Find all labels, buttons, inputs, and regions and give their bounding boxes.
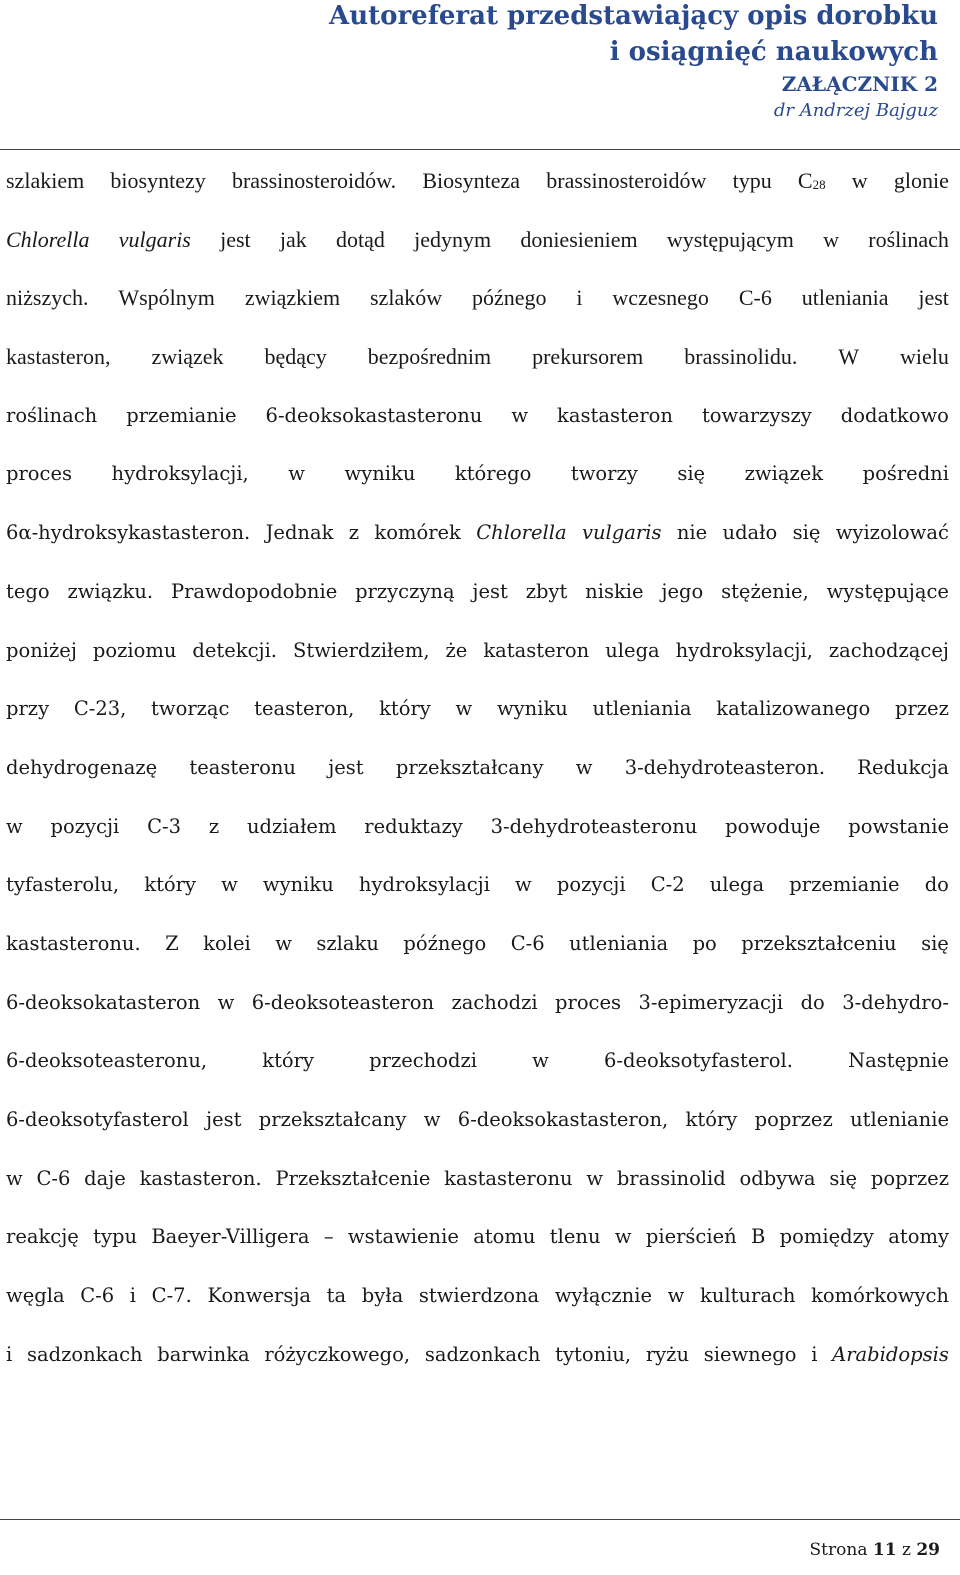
header-divider bbox=[0, 149, 960, 150]
text-line bbox=[6, 1046, 949, 1105]
word: utleniania bbox=[592, 697, 692, 721]
word: wyniku bbox=[496, 697, 568, 721]
word: że bbox=[445, 638, 468, 662]
word: się bbox=[677, 462, 706, 486]
word: ulega bbox=[605, 638, 660, 662]
word: i bbox=[811, 1342, 818, 1366]
word: i bbox=[129, 1284, 137, 1308]
document-title-line-2: i osiągnięć naukowych bbox=[609, 37, 938, 67]
word: stężenie, bbox=[721, 579, 809, 603]
word: utleniania bbox=[569, 931, 669, 955]
word: przemianie bbox=[789, 873, 900, 897]
word: utlenianie bbox=[850, 1108, 949, 1131]
text-line bbox=[6, 870, 949, 929]
word: 6-deoksoteasteronu, bbox=[6, 1049, 208, 1073]
word: w bbox=[586, 1166, 604, 1190]
word: Redukcja bbox=[857, 755, 949, 779]
word: 3-epimeryzacji bbox=[638, 990, 784, 1014]
text-line bbox=[6, 342, 949, 401]
text-line bbox=[6, 753, 949, 812]
word: w bbox=[221, 873, 238, 897]
word: reduktazy bbox=[364, 814, 463, 838]
word: vulgaris bbox=[581, 521, 662, 545]
word: który bbox=[685, 1108, 738, 1131]
word: w bbox=[532, 1049, 549, 1073]
word: Prawdopodobnie bbox=[170, 579, 338, 603]
word: poprzez bbox=[754, 1108, 833, 1131]
word: 6α-hydroksykastasteron. bbox=[6, 521, 251, 545]
word: niższych. bbox=[6, 285, 89, 311]
word: pozycji bbox=[50, 814, 120, 838]
word: zachodzącej bbox=[828, 638, 949, 662]
word: Stwierdziłem, bbox=[293, 638, 430, 662]
word: szlaku bbox=[316, 931, 379, 955]
word: przekształcany bbox=[395, 755, 544, 779]
word: 6-deoksoteasteron bbox=[251, 990, 435, 1014]
text-line bbox=[6, 694, 949, 753]
word: się bbox=[792, 521, 821, 545]
word: C-7. bbox=[151, 1284, 192, 1308]
word: Chlorella bbox=[476, 521, 567, 545]
text-line bbox=[6, 1105, 949, 1164]
document-title-line-1: Autoreferat przedstawiający opis dorobku bbox=[329, 1, 938, 31]
word: hydroksylacji, bbox=[111, 462, 249, 486]
word: typu bbox=[93, 1225, 138, 1249]
word: komórek bbox=[374, 521, 461, 545]
word: ulega bbox=[709, 873, 765, 897]
word: tlenu bbox=[549, 1225, 601, 1249]
word: w bbox=[851, 168, 868, 193]
word: zachodzi bbox=[451, 990, 538, 1014]
word: się bbox=[921, 931, 949, 955]
word: jest bbox=[206, 1108, 242, 1131]
word: jest bbox=[472, 579, 508, 603]
word: C-23, bbox=[73, 697, 127, 721]
word: wyizolować bbox=[835, 521, 949, 545]
page-separator: z bbox=[901, 1540, 911, 1560]
word: przyczyną bbox=[355, 579, 455, 603]
word: brassinosteroidów bbox=[546, 168, 707, 193]
word: odbywa bbox=[739, 1166, 816, 1190]
word: komórkowych bbox=[811, 1284, 949, 1308]
word: była bbox=[361, 1284, 404, 1308]
word: katalizowanego bbox=[716, 697, 871, 721]
word: związek bbox=[151, 344, 224, 370]
word: różyczkowego, bbox=[264, 1342, 411, 1366]
word: roślinach bbox=[868, 226, 949, 252]
word: poziomu bbox=[92, 638, 177, 662]
word: kastasteron. bbox=[139, 1166, 262, 1190]
page-current: 11 bbox=[872, 1540, 897, 1560]
text-line bbox=[6, 636, 949, 695]
word: w bbox=[511, 403, 529, 427]
word: kastasteronu bbox=[444, 1166, 573, 1190]
word: pośredni bbox=[862, 462, 949, 486]
page-footer bbox=[810, 1540, 940, 1560]
word: C-3 bbox=[147, 814, 181, 838]
word: B bbox=[751, 1225, 766, 1249]
footer-divider bbox=[0, 1519, 960, 1520]
word: C-6 bbox=[738, 285, 772, 311]
word: C-6 bbox=[36, 1166, 71, 1190]
word: C-6 bbox=[80, 1284, 115, 1308]
word: glonie bbox=[893, 168, 949, 193]
word: C-2 bbox=[650, 873, 685, 897]
word: w bbox=[667, 1284, 685, 1308]
word: proces bbox=[6, 462, 73, 486]
word: którego bbox=[454, 462, 532, 486]
word: stwierdzona bbox=[418, 1284, 540, 1308]
word: 3-dehydroteasteron. bbox=[624, 755, 826, 779]
word: który bbox=[144, 873, 196, 897]
text-line bbox=[6, 988, 949, 1047]
word: 6-deoksokastasteron, bbox=[457, 1108, 669, 1131]
word: będący bbox=[264, 344, 327, 370]
word: 6-deoksotyfasterol. bbox=[604, 1049, 793, 1073]
word: 3-dehydro- bbox=[842, 990, 949, 1014]
word: w bbox=[575, 755, 593, 779]
text-line bbox=[6, 812, 949, 871]
text-line bbox=[6, 401, 949, 460]
word: brassinolidu. bbox=[684, 344, 798, 370]
word: prekursorem bbox=[532, 344, 644, 370]
word: kastasteron bbox=[557, 403, 673, 427]
word: Chlorella bbox=[6, 226, 90, 252]
word: barwinka bbox=[157, 1342, 250, 1366]
word: kastasteronu. bbox=[6, 931, 141, 955]
word: daje bbox=[84, 1166, 126, 1190]
word: Baeyer-Villigera bbox=[151, 1225, 310, 1249]
word: W bbox=[838, 344, 860, 370]
word: szlaków bbox=[370, 285, 443, 311]
word: detekcji. bbox=[192, 638, 278, 662]
word: w bbox=[423, 1108, 441, 1131]
word: reakcję bbox=[6, 1225, 79, 1249]
word: w bbox=[6, 814, 23, 838]
word: brassinolid bbox=[616, 1166, 726, 1190]
word: jest bbox=[328, 755, 364, 779]
word: biosyntezy bbox=[110, 168, 206, 193]
word: w bbox=[823, 226, 840, 252]
word: Z bbox=[165, 931, 179, 955]
word: siewnego bbox=[703, 1342, 797, 1366]
word: jest bbox=[918, 285, 949, 311]
word: teasteron, bbox=[254, 697, 355, 721]
word: Jednak bbox=[265, 521, 334, 545]
word: ryżu bbox=[645, 1342, 689, 1366]
text-line bbox=[6, 929, 949, 988]
word: wyłącznie bbox=[554, 1284, 653, 1308]
word: się bbox=[829, 1166, 858, 1190]
word: 3-dehydroteasteronu bbox=[490, 814, 698, 838]
word: przy bbox=[6, 697, 50, 721]
word: związku. bbox=[67, 579, 154, 603]
word: $C_{28}$ bbox=[797, 168, 826, 193]
word: poniżej bbox=[6, 638, 77, 662]
word: w bbox=[6, 1166, 23, 1190]
text-line bbox=[6, 459, 949, 518]
word: z bbox=[348, 521, 360, 545]
word: związek bbox=[744, 462, 824, 486]
word: przekształceniu bbox=[741, 931, 897, 955]
word: dehydrogenazę bbox=[6, 755, 158, 779]
word: w bbox=[217, 990, 235, 1014]
word: występujące bbox=[826, 579, 949, 603]
word: zbyt bbox=[525, 579, 568, 603]
word: Biosynteza bbox=[422, 168, 521, 193]
word: późnego bbox=[471, 285, 547, 311]
word: typu bbox=[732, 168, 772, 193]
word: wczesnego bbox=[612, 285, 709, 311]
word: Arabidopsis bbox=[832, 1342, 949, 1366]
author-name: dr Andrzej Bajguz bbox=[773, 100, 938, 121]
word: przechodzi bbox=[369, 1049, 477, 1073]
word: związkiem bbox=[244, 285, 341, 311]
word: wstawienie bbox=[347, 1225, 459, 1249]
word: proces bbox=[555, 990, 622, 1014]
word: dodatkowo bbox=[840, 403, 949, 427]
word: C-6 bbox=[510, 931, 545, 955]
word: 6-deoksotyfasterol bbox=[6, 1108, 189, 1131]
page-total: 29 bbox=[916, 1540, 940, 1560]
word: późnego bbox=[403, 931, 487, 955]
word: kolei bbox=[203, 931, 251, 955]
word: atomy bbox=[888, 1225, 949, 1249]
text-line bbox=[6, 166, 949, 225]
text-line bbox=[6, 1222, 949, 1281]
word: kulturach bbox=[700, 1284, 796, 1308]
word: Przekształcenie bbox=[275, 1166, 431, 1190]
word: węgla bbox=[6, 1284, 65, 1308]
word: udało bbox=[722, 521, 778, 545]
text-line bbox=[6, 1340, 949, 1399]
word: nie bbox=[676, 521, 708, 545]
text-line bbox=[6, 518, 949, 577]
word: Konwersja bbox=[207, 1284, 312, 1308]
word: przekształcany bbox=[258, 1108, 407, 1131]
word: kastasteron, bbox=[6, 344, 111, 370]
word: sadzonkach bbox=[26, 1342, 143, 1366]
word: tworzy bbox=[570, 462, 638, 486]
word: vulgaris bbox=[118, 226, 191, 252]
word: jedynym bbox=[414, 226, 492, 252]
word: teasteronu bbox=[189, 755, 296, 779]
word: występującym bbox=[666, 226, 794, 252]
word: do bbox=[924, 873, 949, 897]
word: i bbox=[6, 1342, 13, 1366]
word: 6-deoksokatasteron bbox=[6, 990, 201, 1014]
word: powstanie bbox=[848, 814, 949, 838]
word: bezpośrednim bbox=[367, 344, 492, 370]
word: przemianie bbox=[126, 403, 237, 427]
word: ta bbox=[326, 1284, 347, 1308]
word: Następnie bbox=[848, 1049, 949, 1073]
word: w bbox=[515, 873, 532, 897]
word: pozycji bbox=[556, 873, 626, 897]
word: i bbox=[576, 285, 583, 311]
word: hydroksylacji bbox=[358, 873, 490, 897]
word: powoduje bbox=[725, 814, 821, 838]
word: 6-deoksokastasteronu bbox=[265, 403, 483, 427]
word: towarzyszy bbox=[701, 403, 812, 427]
word: który bbox=[262, 1049, 314, 1073]
word: dotąd bbox=[335, 226, 385, 252]
word: do bbox=[800, 990, 825, 1014]
attachment-label: ZAŁĄCZNIK 2 bbox=[781, 72, 938, 96]
page-label: Strona bbox=[809, 1540, 868, 1560]
word: atomu bbox=[473, 1225, 536, 1249]
word: w bbox=[614, 1225, 632, 1249]
word: sadzonkach bbox=[424, 1342, 541, 1366]
word: wyniku bbox=[262, 873, 334, 897]
word: roślinach bbox=[6, 403, 98, 427]
word: wielu bbox=[900, 344, 949, 370]
word: – bbox=[323, 1225, 334, 1249]
word: katasteron bbox=[483, 638, 590, 662]
word: tyfasterolu, bbox=[6, 873, 120, 897]
word: utleniania bbox=[801, 285, 889, 311]
word: szlakiem bbox=[6, 168, 85, 193]
text-line bbox=[6, 1164, 949, 1223]
word: który bbox=[379, 697, 431, 721]
word: udziałem bbox=[246, 814, 337, 838]
word: doniesieniem bbox=[520, 226, 638, 252]
word: Wspólnym bbox=[118, 285, 215, 311]
word: wyniku bbox=[344, 462, 416, 486]
word: w bbox=[275, 931, 292, 955]
text-line bbox=[6, 1281, 949, 1340]
word: niskie bbox=[585, 579, 644, 603]
word: przez bbox=[894, 697, 949, 721]
word: w bbox=[455, 697, 473, 721]
word: hydroksylacji, bbox=[675, 638, 813, 662]
word: z bbox=[208, 814, 220, 838]
word: pomiędzy bbox=[779, 1225, 874, 1249]
word: tytoniu, bbox=[555, 1342, 632, 1366]
word: poprzez bbox=[870, 1166, 949, 1190]
text-line bbox=[6, 577, 949, 636]
text-line bbox=[6, 283, 949, 342]
word: pierścień bbox=[645, 1225, 737, 1249]
word: jego bbox=[661, 579, 704, 603]
word: jest bbox=[220, 226, 251, 252]
page-header bbox=[329, 0, 938, 124]
word: tworząc bbox=[151, 697, 230, 721]
document-body bbox=[6, 166, 949, 1398]
word: tego bbox=[6, 579, 50, 603]
word: po bbox=[692, 931, 717, 955]
word: w bbox=[288, 462, 305, 486]
word: jak bbox=[279, 226, 307, 252]
word: brassinosteroidów. bbox=[231, 168, 397, 193]
text-line bbox=[6, 225, 949, 284]
